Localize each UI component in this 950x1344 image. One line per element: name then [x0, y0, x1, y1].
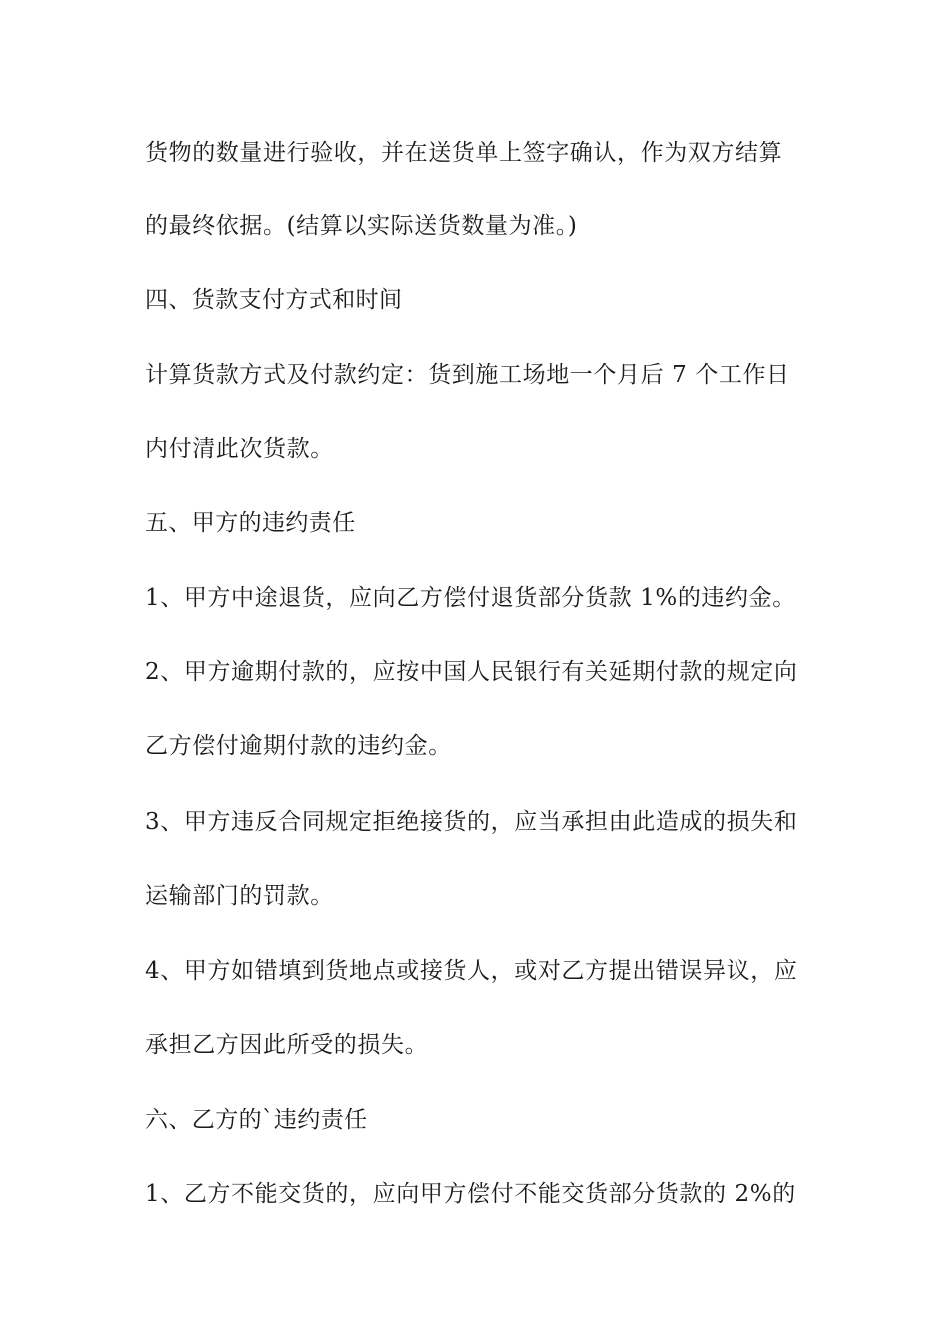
- section-heading-payment: 四、货款支付方式和时间: [145, 287, 403, 313]
- section-heading-party-b-liability: 六、乙方的`违约责任: [145, 1107, 368, 1133]
- clause-item: 1、甲方中途退货，应向乙方偿付退货部分货款 1%的违约金。: [145, 585, 796, 611]
- section-heading-party-a-liability: 五、甲方的违约责任: [145, 510, 356, 536]
- body-text-line: 货物的数量进行验收，并在送货单上签字确认，作为双方结算: [145, 140, 783, 166]
- clause-item: 1、乙方不能交货的，应向甲方偿付不能交货部分货款的 2%的: [145, 1181, 796, 1207]
- body-text-line: 计算货款方式及付款约定：货到施工场地一个月后 7 个工作日: [145, 362, 790, 388]
- clause-item: 4、甲方如错填到货地点或接货人，或对乙方提出错误异议，应: [145, 958, 798, 984]
- clause-item: 2、甲方逾期付款的，应按中国人民银行有关延期付款的规定向: [145, 659, 798, 685]
- body-text-line: 乙方偿付逾期付款的违约金。: [145, 733, 452, 759]
- clause-item: 3、甲方违反合同规定拒绝接货的，应当承担由此造成的损失和: [145, 809, 798, 835]
- body-text-line: 的最终依据。(结算以实际送货数量为准。): [145, 213, 578, 239]
- body-text-line: 内付清此次货款。: [145, 436, 334, 462]
- body-text-line: 运输部门的罚款。: [145, 883, 334, 909]
- body-text-line: 承担乙方因此所受的损失。: [145, 1032, 429, 1058]
